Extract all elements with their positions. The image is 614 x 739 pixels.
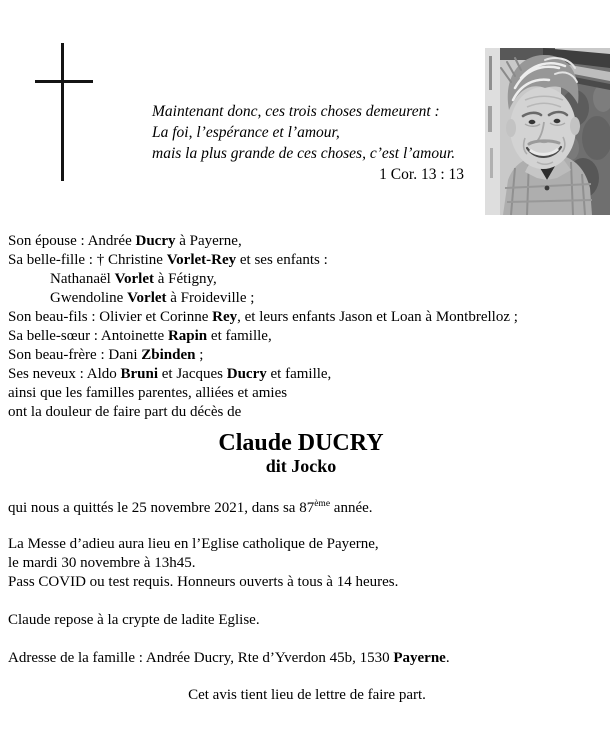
latin-cross-icon	[35, 43, 93, 181]
family-address-line	[8, 649, 608, 668]
family-line	[8, 289, 608, 308]
text-segment: Son beau-fils : Olivier et Corinne	[8, 309, 213, 325]
eye-left	[529, 120, 536, 124]
text-segment: ainsi que les familles parentes, alliées et amies	[8, 385, 288, 401]
eye-right	[554, 119, 561, 123]
quote-line-1: Maintenant donc, ces trois choses demeurent :	[152, 103, 440, 120]
family-line	[8, 251, 608, 270]
bold-text-segment: Ducry	[226, 366, 267, 382]
text-segment: Sa belle-fille : † Christine	[8, 252, 167, 268]
deceased-nickname: dit Jocko	[265, 456, 337, 476]
family-line	[8, 384, 608, 403]
scripture-quote	[152, 101, 464, 185]
deceased-name: Claude DUCRY	[218, 430, 384, 456]
text-segment: , et leurs enfants Jason et Loan à Montbrelloz ;	[237, 309, 518, 325]
deceased-portrait-photo	[485, 48, 610, 215]
repose-line: Claude repose à la crypte de ladite Eglise.	[8, 612, 260, 628]
text-segment: Ses neveux : Aldo	[8, 366, 121, 382]
cross-vertical-bar	[61, 43, 64, 181]
ceremony-line-1: La Messe d’adieu aura lieu en l’Eglise catholique de Payerne,	[8, 536, 379, 552]
bold-text-segment: Payerne	[393, 650, 446, 666]
text-segment: Adresse de la famille : Andrée Ducry, Rte d’Yverdon 45b, 1530	[8, 650, 394, 666]
text-segment: ème	[314, 499, 331, 509]
quote-line-2: La foi, l’espérance et l’amour,	[152, 124, 340, 141]
ceremony-details	[8, 535, 608, 592]
ceremony-line-2: le mardi 30 novembre à 13h45.	[8, 555, 196, 571]
death-date-line	[8, 499, 608, 518]
bold-text-segment: Ducry	[135, 233, 176, 249]
text-segment: et Jacques	[158, 366, 227, 382]
family-line	[8, 270, 608, 289]
text-segment: Sa belle-sœur : Antoinette	[8, 328, 168, 344]
text-segment: année.	[330, 500, 373, 516]
family-line	[8, 403, 608, 422]
text-segment: .	[445, 650, 450, 666]
quote-reference: 1 Cor. 13 : 13	[379, 166, 464, 183]
family-line	[8, 346, 608, 365]
text-segment: ont la douleur de faire part du décès de	[8, 404, 242, 420]
text-segment: Son beau-frère : Dani	[8, 347, 142, 363]
text-segment: et famille,	[266, 366, 332, 382]
ceremony-line-3: Pass COVID ou test requis. Honneurs ouverts à tous à 14 heures.	[8, 574, 399, 590]
text-segment: et famille,	[207, 328, 272, 344]
deceased-name-block	[0, 430, 602, 477]
text-segment: à Froideville ;	[166, 290, 255, 306]
bold-text-segment: Vorlet-Rey	[166, 252, 237, 268]
shirt-button	[545, 186, 550, 191]
text-segment: Nathanaël	[50, 271, 115, 287]
text-segment: à Payerne,	[175, 233, 242, 249]
family-line	[8, 365, 608, 384]
family-line	[8, 327, 608, 346]
family-list	[8, 232, 608, 422]
text-segment: ;	[195, 347, 204, 363]
bold-text-segment: Vorlet	[114, 271, 154, 287]
cross-horizontal-bar	[35, 80, 93, 83]
bold-text-segment: Vorlet	[127, 290, 167, 306]
text-segment: Son épouse : Andrée	[8, 233, 136, 249]
portrait-illustration	[485, 48, 610, 215]
ear-left	[506, 119, 516, 137]
quote-line-3: mais la plus grande de ces choses, c’est l’amour.	[152, 145, 456, 162]
bold-text-segment: Zbinden	[141, 347, 196, 363]
ear-right	[570, 117, 580, 135]
text-segment: qui nous a quittés le 25 novembre 2021, dans sa 87	[8, 500, 315, 516]
family-line	[8, 308, 608, 327]
bold-text-segment: Bruni	[120, 366, 159, 382]
text-segment: à Fétigny,	[154, 271, 217, 287]
footer-notice-line: Cet avis tient lieu de lettre de faire part.	[188, 687, 426, 703]
bold-text-segment: Rapin	[167, 328, 208, 344]
bold-text-segment: Rey	[212, 309, 238, 325]
family-line	[8, 232, 608, 251]
text-segment: et ses enfants :	[236, 252, 328, 268]
text-segment: Gwendoline	[50, 290, 128, 306]
photo-left-pole	[485, 48, 500, 215]
